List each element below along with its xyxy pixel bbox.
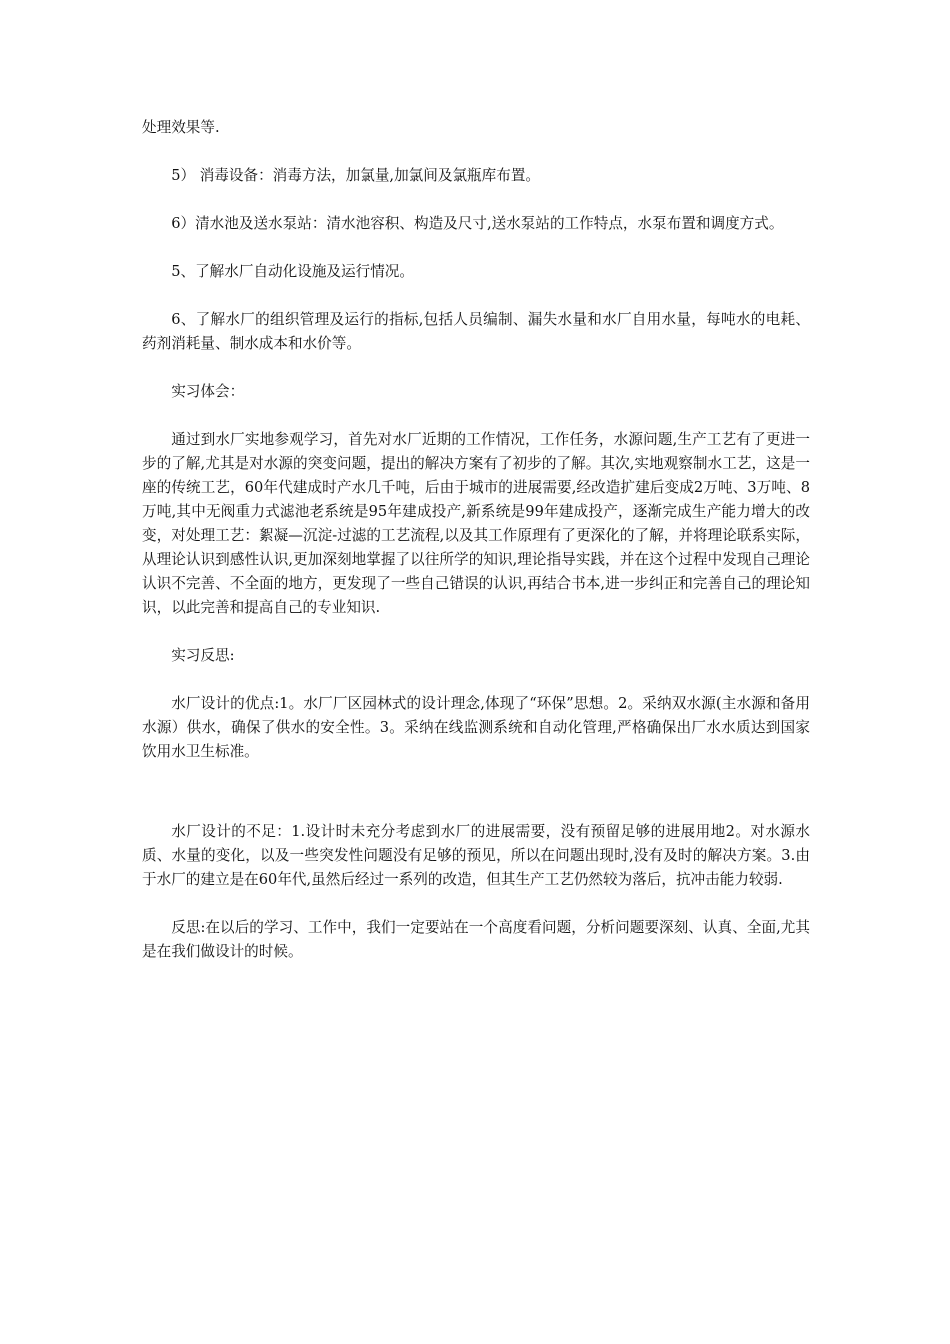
paragraph-continuation: 处理效果等. [142,119,220,136]
paragraph-internship-experience: 通过到水厂实地参观学习，首先对水厂近期的工作情况，工作任务，水源问题,生产工艺有了更进一步的了解,尤其是对水源的突变问题，提出的解决方案有了初步的了解。其次,实地观察制水工艺，这是一座的传统工艺，60年代建成时产水几千吨，后由于城市的进展需要,经改造扩建后变成2万吨、3万吨、8万吨,其中无阀重力式滤池老系统是95年建成投产,新系统是99年建成投产，逐渐完成生产能力增大的改变，对处理工艺：絮凝—沉淀-过滤的工艺流程,以及其工作原理有了更深化的了解，并将理论联系实际，从理论认识到感性认识,更加深刻地掌握了以往所学的知识,理论指导实践，并在这个过程中发现自己理论认识不完善、不全面的地方，更发现了一些自己错误的认识,再结合书本,进一步纠正和完善自己的理论知识，以此完善和提高自己的专业知识. [142,431,810,616]
paragraph-design-shortcomings: 水厂设计的不足：1.设计时未充分考虑到水厂的进展需要，没有预留足够的进展用地2。对水源水质、水量的变化，以及一些突发性问题没有足够的预见，所以在问题出现时,没有及时的解决方案。3.由于水厂的建立是在60年代,虽然后经过一系列的改造，但其生产工艺仍然较为落后，抗冲击能力较弱. [142,823,810,888]
document-body [142,116,810,988]
paragraph-reflection: 反思:在以后的学习、工作中，我们一定要站在一个高度看问题，分析问题要深刻、认真、全面,尤其是在我们做设计的时候。 [142,919,810,960]
paragraph-disinfection-equipment: 5） 消毒设备：消毒方法，加氯量,加氯间及氯瓶库布置。 [171,167,541,184]
heading-internship-experience: 实习体会： [171,383,245,400]
paragraph-design-advantages: 水厂设计的优点:1。水厂厂区园林式的设计理念,体现了“环保”思想。2。采纳双水源(主水源和备用水源）供水，确保了供水的安全性。3。采纳在线监测系统和自动化管理,严格确保出厂水水质达到国家饮用水卫生标准。 [142,695,810,760]
paragraph-clear-water-tank: 6）清水池及送水泵站：清水池容积、构造及尺寸,送水泵站的工作特点，水泵布置和调度方式。 [171,215,784,232]
paragraph-management: 6、了解水厂的组织管理及运行的指标,包括人员编制、漏失水量和水厂自用水量，每吨水的电耗、药剂消耗量、制水成本和水价等。 [142,311,810,352]
heading-internship-reflection: 实习反思: [171,647,235,664]
paragraph-automation: 5、了解水厂自动化设施及运行情况。 [171,263,414,280]
